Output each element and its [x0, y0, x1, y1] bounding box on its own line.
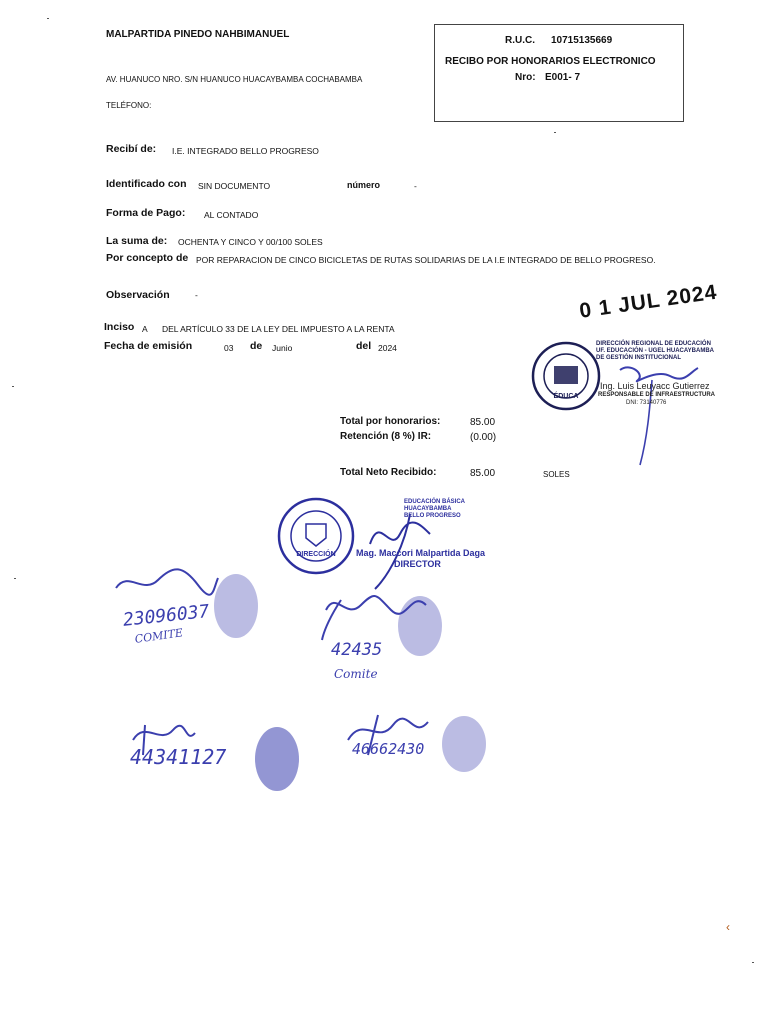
- signature-2-caption: Comite: [334, 667, 378, 681]
- ugel-round-seal: [530, 340, 602, 412]
- numero-value: -: [414, 181, 417, 191]
- scan-speck: [554, 132, 556, 133]
- issuer-name: MALPARTIDA PINEDO NAHBIMANUEL: [106, 29, 290, 40]
- retencion-label: Retención (8 %) IR:: [340, 431, 432, 442]
- observacion-value: -: [195, 290, 198, 300]
- document-type: RECIBO POR HONORARIOS ELECTRONICO: [445, 56, 656, 67]
- forma-pago-value: AL CONTADO: [204, 210, 259, 220]
- currency-label: SOLES: [543, 470, 570, 479]
- scan-speck: [14, 578, 16, 579]
- director-role: DIRECTOR: [394, 559, 441, 569]
- inciso-text: DEL ARTÍCULO 33 DE LA LEY DEL IMPUESTO A LA RENTA: [162, 324, 395, 334]
- inciso-value: A: [142, 324, 148, 334]
- svg-text:DIRECCIÓN: DIRECCIÓN: [296, 551, 336, 558]
- dre-stamp-text: DIRECCIÓN REGIONAL DE EDUCACIÓN UF. EDUCACIÓN - UGEL HUACAYBAMBA DE GESTIÓN INSTITUCIONAL: [596, 341, 715, 361]
- director-round-seal: [276, 496, 356, 576]
- scan-mark: ‹: [726, 920, 730, 934]
- signature-1-caption: COMITE: [134, 626, 184, 646]
- numero-label: número: [347, 180, 381, 190]
- engineer-signature: [600, 360, 710, 470]
- nro-label: Nro:: [515, 72, 536, 83]
- concepto-label: Por concepto de: [106, 252, 189, 264]
- signature-4-number: 46662430: [352, 740, 425, 758]
- ruc-value: 10715135669: [551, 35, 613, 46]
- observacion-label: Observación: [106, 289, 170, 301]
- signature-3-number: 44341127: [130, 745, 227, 769]
- fecha-year: 2024: [378, 343, 397, 353]
- signature-2-number: 42435: [331, 640, 383, 660]
- engineer-role: RESPONSABLE DE INFRAESTRUCTURA: [598, 392, 716, 398]
- issuer-phone-label: TELÉFONO:: [106, 101, 152, 110]
- recibi-value: I.E. INTEGRADO BELLO PROGRESO: [172, 146, 319, 156]
- fecha-label: Fecha de emisión: [104, 340, 193, 352]
- fecha-day: 03: [224, 343, 234, 353]
- forma-pago-label: Forma de Pago:: [106, 207, 186, 219]
- fecha-de: de: [250, 340, 263, 352]
- scan-speck: [752, 962, 754, 963]
- director-name: Mag. Maccori Malpartida Daga: [356, 548, 486, 558]
- engineer-name: Ing. Luis Leuyacc Gutierrez: [600, 381, 710, 391]
- honorarios-value: 85.00: [470, 417, 496, 428]
- engineer-dni: DNI: 73140776: [626, 400, 667, 406]
- director-school-stamp: EDUCACIÓN BÁSICA HUACAYBAMBA BELLO PROGRESO: [404, 499, 466, 519]
- signature-1-number: 23096037: [122, 600, 211, 631]
- received-date-stamp: 0 1 JUL 2024: [578, 280, 719, 323]
- recibi-label: Recibí de:: [106, 143, 157, 155]
- identificado-value: SIN DOCUMENTO: [198, 181, 271, 191]
- scan-speck: [12, 386, 14, 387]
- neto-value: 85.00: [470, 468, 496, 479]
- nro-value: E001- 7: [545, 72, 581, 83]
- concepto-value: POR REPARACION DE CINCO BICICLETAS DE RUTAS SOLIDARIAS DE LA I.E INTEGRADO DE BELLO PROGRESO.: [196, 255, 656, 265]
- ruc-label: R.U.C.: [505, 35, 535, 46]
- fecha-month: Junio: [272, 343, 293, 353]
- neto-label: Total Neto Recibido:: [340, 467, 437, 478]
- suma-value: OCHENTA Y CINCO Y 00/100 SOLES: [178, 237, 323, 247]
- suma-label: La suma de:: [106, 235, 168, 247]
- honorarios-label: Total por honorarios:: [340, 416, 441, 427]
- fecha-del: del: [356, 340, 372, 352]
- svg-text:ÉDUCA: ÉDUCA: [553, 393, 579, 400]
- receipt-header-box: [434, 24, 684, 122]
- issuer-address: AV. HUANUCO NRO. S/N HUANUCO HUACAYBAMBA COCHABAMBA: [106, 75, 363, 84]
- identificado-label: Identificado con: [106, 178, 187, 190]
- inciso-label: Inciso: [104, 321, 135, 333]
- retencion-value: (0.00): [470, 432, 497, 443]
- scan-speck: [47, 18, 49, 19]
